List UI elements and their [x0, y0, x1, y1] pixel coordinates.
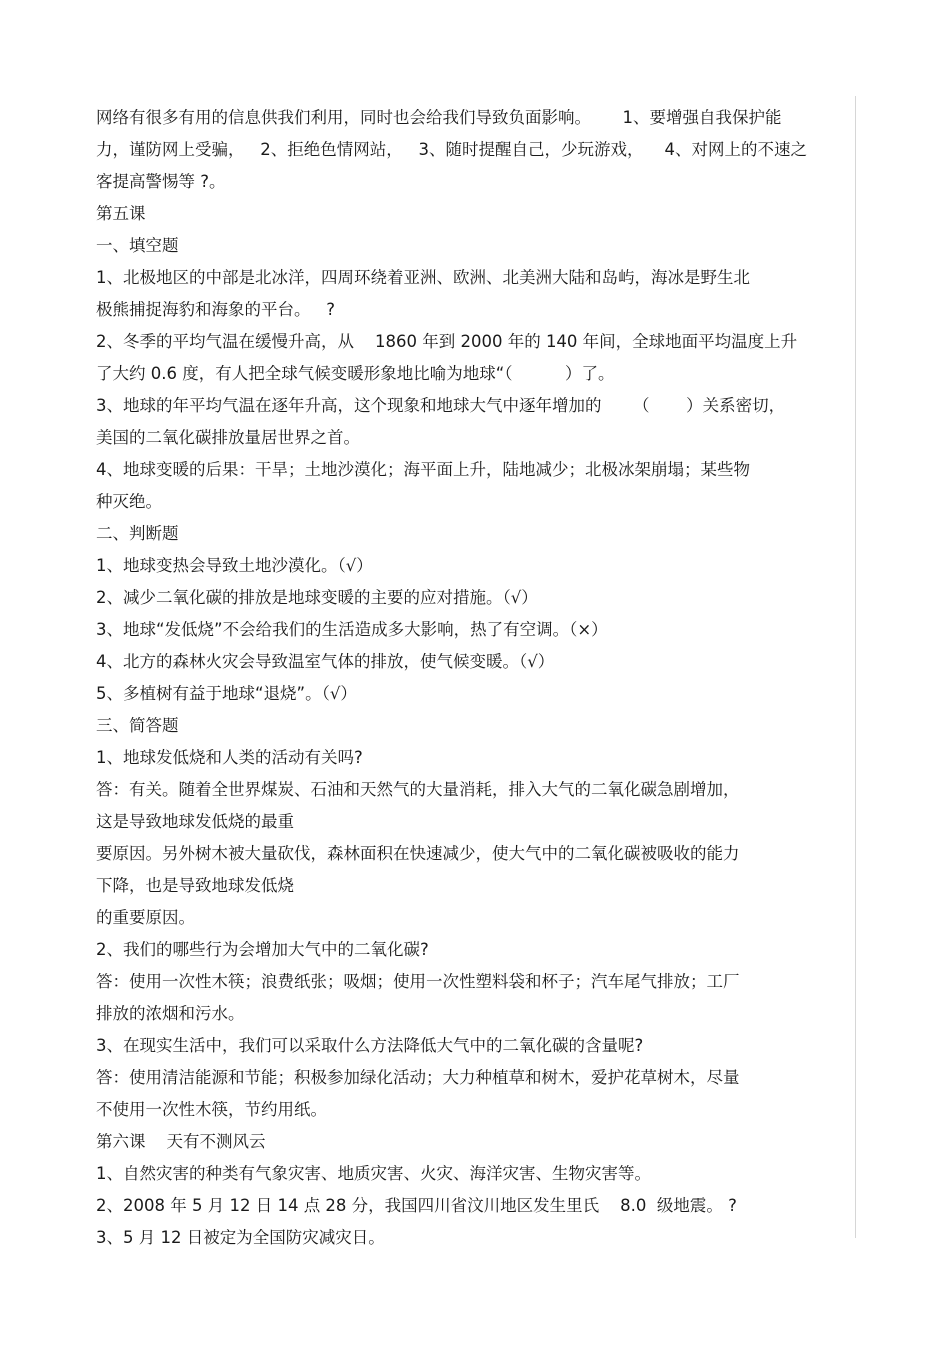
text-line: 3、地球的年平均气温在逐年升高，这个现象和地球大气中逐年增加的 （ ）关系密切， — [96, 396, 786, 415]
text-line: 5、多植树有益于地球“退烧”。（√） — [96, 684, 357, 703]
text-line: 答：有关。随着全世界煤炭、石油和天然气的大量消耗，排入大气的二氧化碳急剧增加， — [96, 780, 740, 799]
text-line: 2、我们的哪些行为会增加大气中的二氧化碳? — [96, 940, 429, 959]
document-body — [96, 102, 856, 1254]
text-line: 二、判断题 — [96, 524, 179, 543]
text-line: 1、地球变热会导致土地沙漠化。（√） — [96, 556, 373, 575]
text-line: 4、地球变暖的后果：干旱；土地沙漠化；海平面上升，陆地减少；北极冰架崩塌；某些物 — [96, 460, 750, 479]
text-line: 第六课 天有不测风云 — [96, 1132, 266, 1151]
text-line: 1、自然灾害的种类有气象灾害、地质灾害、火灾、海洋灾害、生物灾害等。 — [96, 1164, 651, 1183]
text-line: 要原因。另外树木被大量砍伐，森林面积在快速减少，使大气中的二氧化碳被吸收的能力 — [96, 844, 740, 863]
text-line: 力，谨防网上受骗， 2、拒绝色情网站， 3、随时提醒自己，少玩游戏， 4、对网上的不速之 — [96, 140, 807, 159]
text-line: 2、冬季的平均气温在缓慢升高，从 1860 年到 2000 年的 140 年间，全球地面平均温度上升 — [96, 332, 798, 351]
text-line: 2、2008 年 5 月 12 日 14 点 28 分，我国四川省汶川地区发生里氏 8.0 级地震。 ? — [96, 1196, 737, 1215]
text-line: 极熊捕捉海豹和海象的平台。 ? — [96, 300, 335, 319]
text-line: 美国的二氧化碳排放量居世界之首。 — [96, 428, 360, 447]
text-line: 答：使用清洁能源和节能；积极参加绿化活动；大力种植草和树木，爱护花草树木，尽量 — [96, 1068, 740, 1087]
text-line: 排放的浓烟和污水。 — [96, 1004, 245, 1023]
text-line: 4、北方的森林火灾会导致温室气体的排放，使气候变暖。（√） — [96, 652, 555, 671]
text-line: 这是导致地球发低烧的最重 — [96, 812, 294, 831]
text-line: 的重要原因。 — [96, 908, 195, 927]
text-line: 3、5 月 12 日被定为全国防灾减灾日。 — [96, 1228, 385, 1247]
text-line: 网络有很多有用的信息供我们利用，同时也会给我们导致负面影响。 1、要增强自我保护能 — [96, 108, 782, 127]
text-line: 下降，也是导致地球发低烧 — [96, 876, 294, 895]
text-line: 客提高警惕等 ?。 — [96, 172, 226, 191]
text-line: 答：使用一次性木筷；浪费纸张；吸烟；使用一次性塑料袋和杯子；汽车尾气排放；工厂 — [96, 972, 740, 991]
text-line: 三、简答题 — [96, 716, 179, 735]
text-line: 3、地球“发低烧”不会给我们的生活造成多大影响，热了有空调。（×） — [96, 620, 608, 639]
text-line: 3、在现实生活中，我们可以采取什么方法降低大气中的二氧化碳的含量呢? — [96, 1036, 644, 1055]
text-line: 1、北极地区的中部是北冰洋，四周环绕着亚洲、欧洲、北美洲大陆和岛屿，海冰是野生北 — [96, 268, 750, 287]
text-line: 1、地球发低烧和人类的活动有关吗? — [96, 748, 363, 767]
text-line: 2、减少二氧化碳的排放是地球变暖的主要的应对措施。（√） — [96, 588, 538, 607]
text-line: 种灭绝。 — [96, 492, 162, 511]
text-line: 第五课 — [96, 204, 146, 223]
text-line: 不使用一次性木筷，节约用纸。 — [96, 1100, 327, 1119]
text-line: 了大约 0.6 度，有人把全球气候变暖形象地比喻为地球“（ ）了。 — [96, 364, 615, 383]
text-line: 一、填空题 — [96, 236, 179, 255]
